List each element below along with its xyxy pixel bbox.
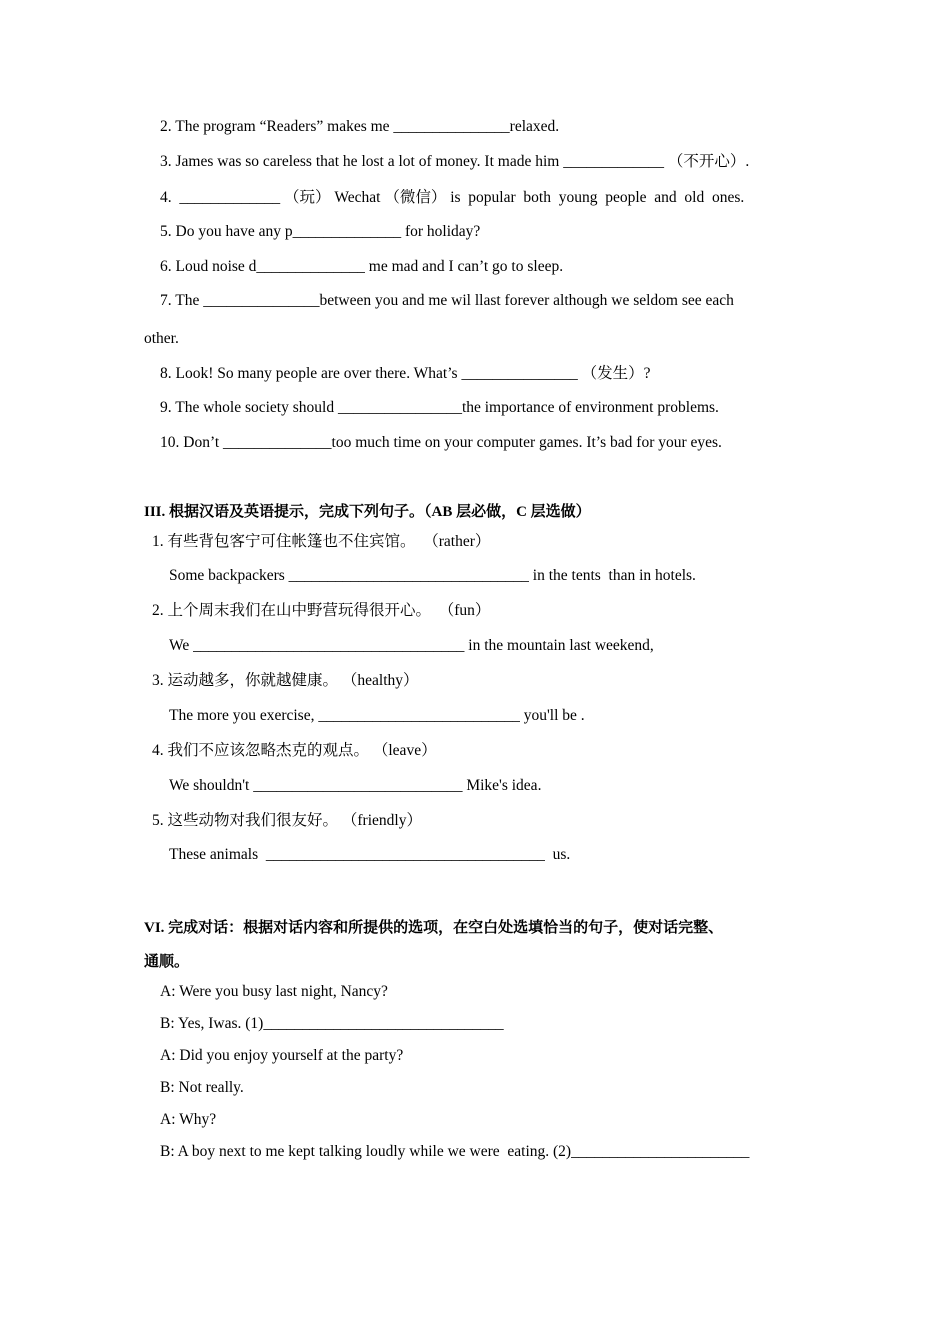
translation-answer-2: We ___________________________________ in the mountain last weekend, [169, 637, 654, 654]
translation-prompt-1: 1. 有些背包客宁可住帐篷也不住宾馆。 （rather） [152, 533, 491, 550]
dialogue-line: B: Not really. [160, 1079, 244, 1096]
question-7: 7. The _______________between you and me wil llast forever although we seldom see each [160, 292, 734, 309]
question-3: 3. James was so careless that he lost a lot of money. It made him _____________ （不开心）. [160, 153, 750, 170]
dialogue-line: A: Why? [160, 1111, 217, 1128]
dialogue-line: B: Yes, Iwas. (1)_______________________________ [160, 1015, 504, 1032]
section-6-heading-continued: 通顺。 [144, 954, 190, 970]
translation-prompt-4: 4. 我们不应该忽略杰克的观点。 （leave） [152, 742, 437, 759]
question-2: 2. The program “Readers” makes me _______________relaxed. [160, 118, 560, 135]
dialogue-line: B: A boy next to me kept talking loudly while we were eating. (2)_______________________ [160, 1143, 750, 1160]
section-3-heading: III. 根据汉语及英语提示，完成下列句子。（AB 层必做，C 层选做） [144, 504, 591, 520]
question-6: 6. Loud noise d______________ me mad and I can’t go to sleep. [160, 258, 564, 275]
section-6-heading: VI. 完成对话：根据对话内容和所提供的选项，在空白处选填恰当的句子，使对话完整、 [144, 920, 724, 936]
question-8: 8. Look! So many people are over there. What’s _______________ （发生）? [160, 365, 651, 382]
translation-prompt-5: 5. 这些动物对我们很友好。 （friendly） [152, 812, 422, 829]
dialogue-line: A: Were you busy last night, Nancy? [160, 983, 388, 1000]
translation-answer-4: We shouldn't ___________________________ Mike's idea. [169, 777, 542, 794]
translation-answer-1: Some backpackers _______________________________ in the tents than in hotels. [169, 567, 696, 584]
question-10: 10. Don’t ______________too much time on your computer games. It’s bad for your eyes. [160, 434, 722, 451]
question-9: 9. The whole society should ________________the importance of environment problems. [160, 399, 719, 416]
question-5: 5. Do you have any p______________ for holiday? [160, 223, 481, 240]
question-7-continued: other. [144, 330, 179, 347]
translation-answer-3: The more you exercise, __________________________ you'll be . [169, 707, 585, 724]
translation-prompt-2: 2. 上个周末我们在山中野营玩得很开心。 （fun） [152, 602, 491, 619]
dialogue-line: A: Did you enjoy yourself at the party? [160, 1047, 404, 1064]
translation-answer-5: These animals ____________________________________ us. [169, 846, 571, 863]
translation-prompt-3: 3. 运动越多，你就越健康。 （healthy） [152, 672, 419, 689]
question-4: 4. _____________ （玩） Wechat （微信） is popular both young people and old ones. [160, 189, 745, 206]
